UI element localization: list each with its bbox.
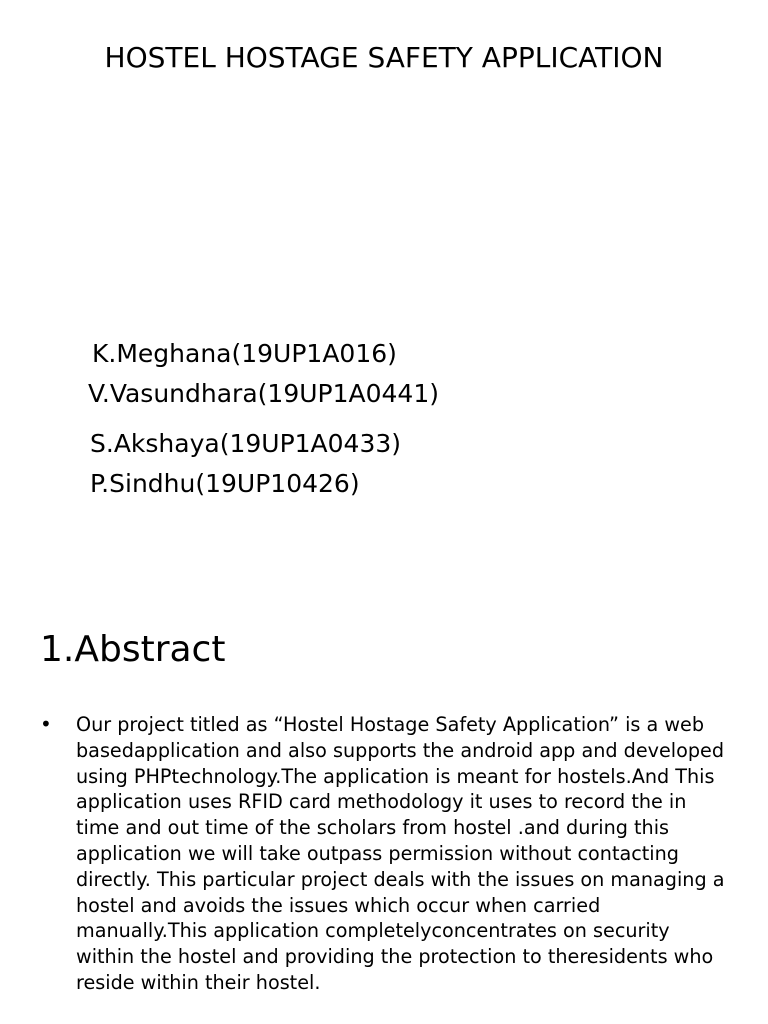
abstract-slide <box>0 600 768 1024</box>
author-name: K.Meghana(19UP1A016) <box>92 339 397 368</box>
presentation-title: HOSTEL HOSTAGE SAFETY APPLICATION <box>104 41 664 74</box>
bullet-icon: • <box>40 712 52 736</box>
section-heading: 1.Abstract <box>40 629 226 670</box>
abstract-text: Our project titled as “Hostel Hostage Safety Application” is a web basedapplication and also supports the android app and developed using PHPtechnology.The application is meant for hostels.And This application uses RFID card methodology it uses to record the in time and out time of the scholars from hostel .and during this application we will take outpass permission without contacting directly. This particular project deals with the issues on managing a hostel and avoids the issues which occur when carried manually.This application completelyconcentrates on security within the hostel and providing the protection to theresidents who reside within their hostel. <box>76 713 725 994</box>
author-name: V.Vasundhara(19UP1A0441) <box>88 379 439 408</box>
author-name: P.Sindhu(19UP10426) <box>90 469 360 498</box>
author-name: S.Akshaya(19UP1A0433) <box>90 429 402 458</box>
bullet-item <box>40 712 730 996</box>
author-list <box>88 334 439 504</box>
bullet-list <box>40 712 730 996</box>
